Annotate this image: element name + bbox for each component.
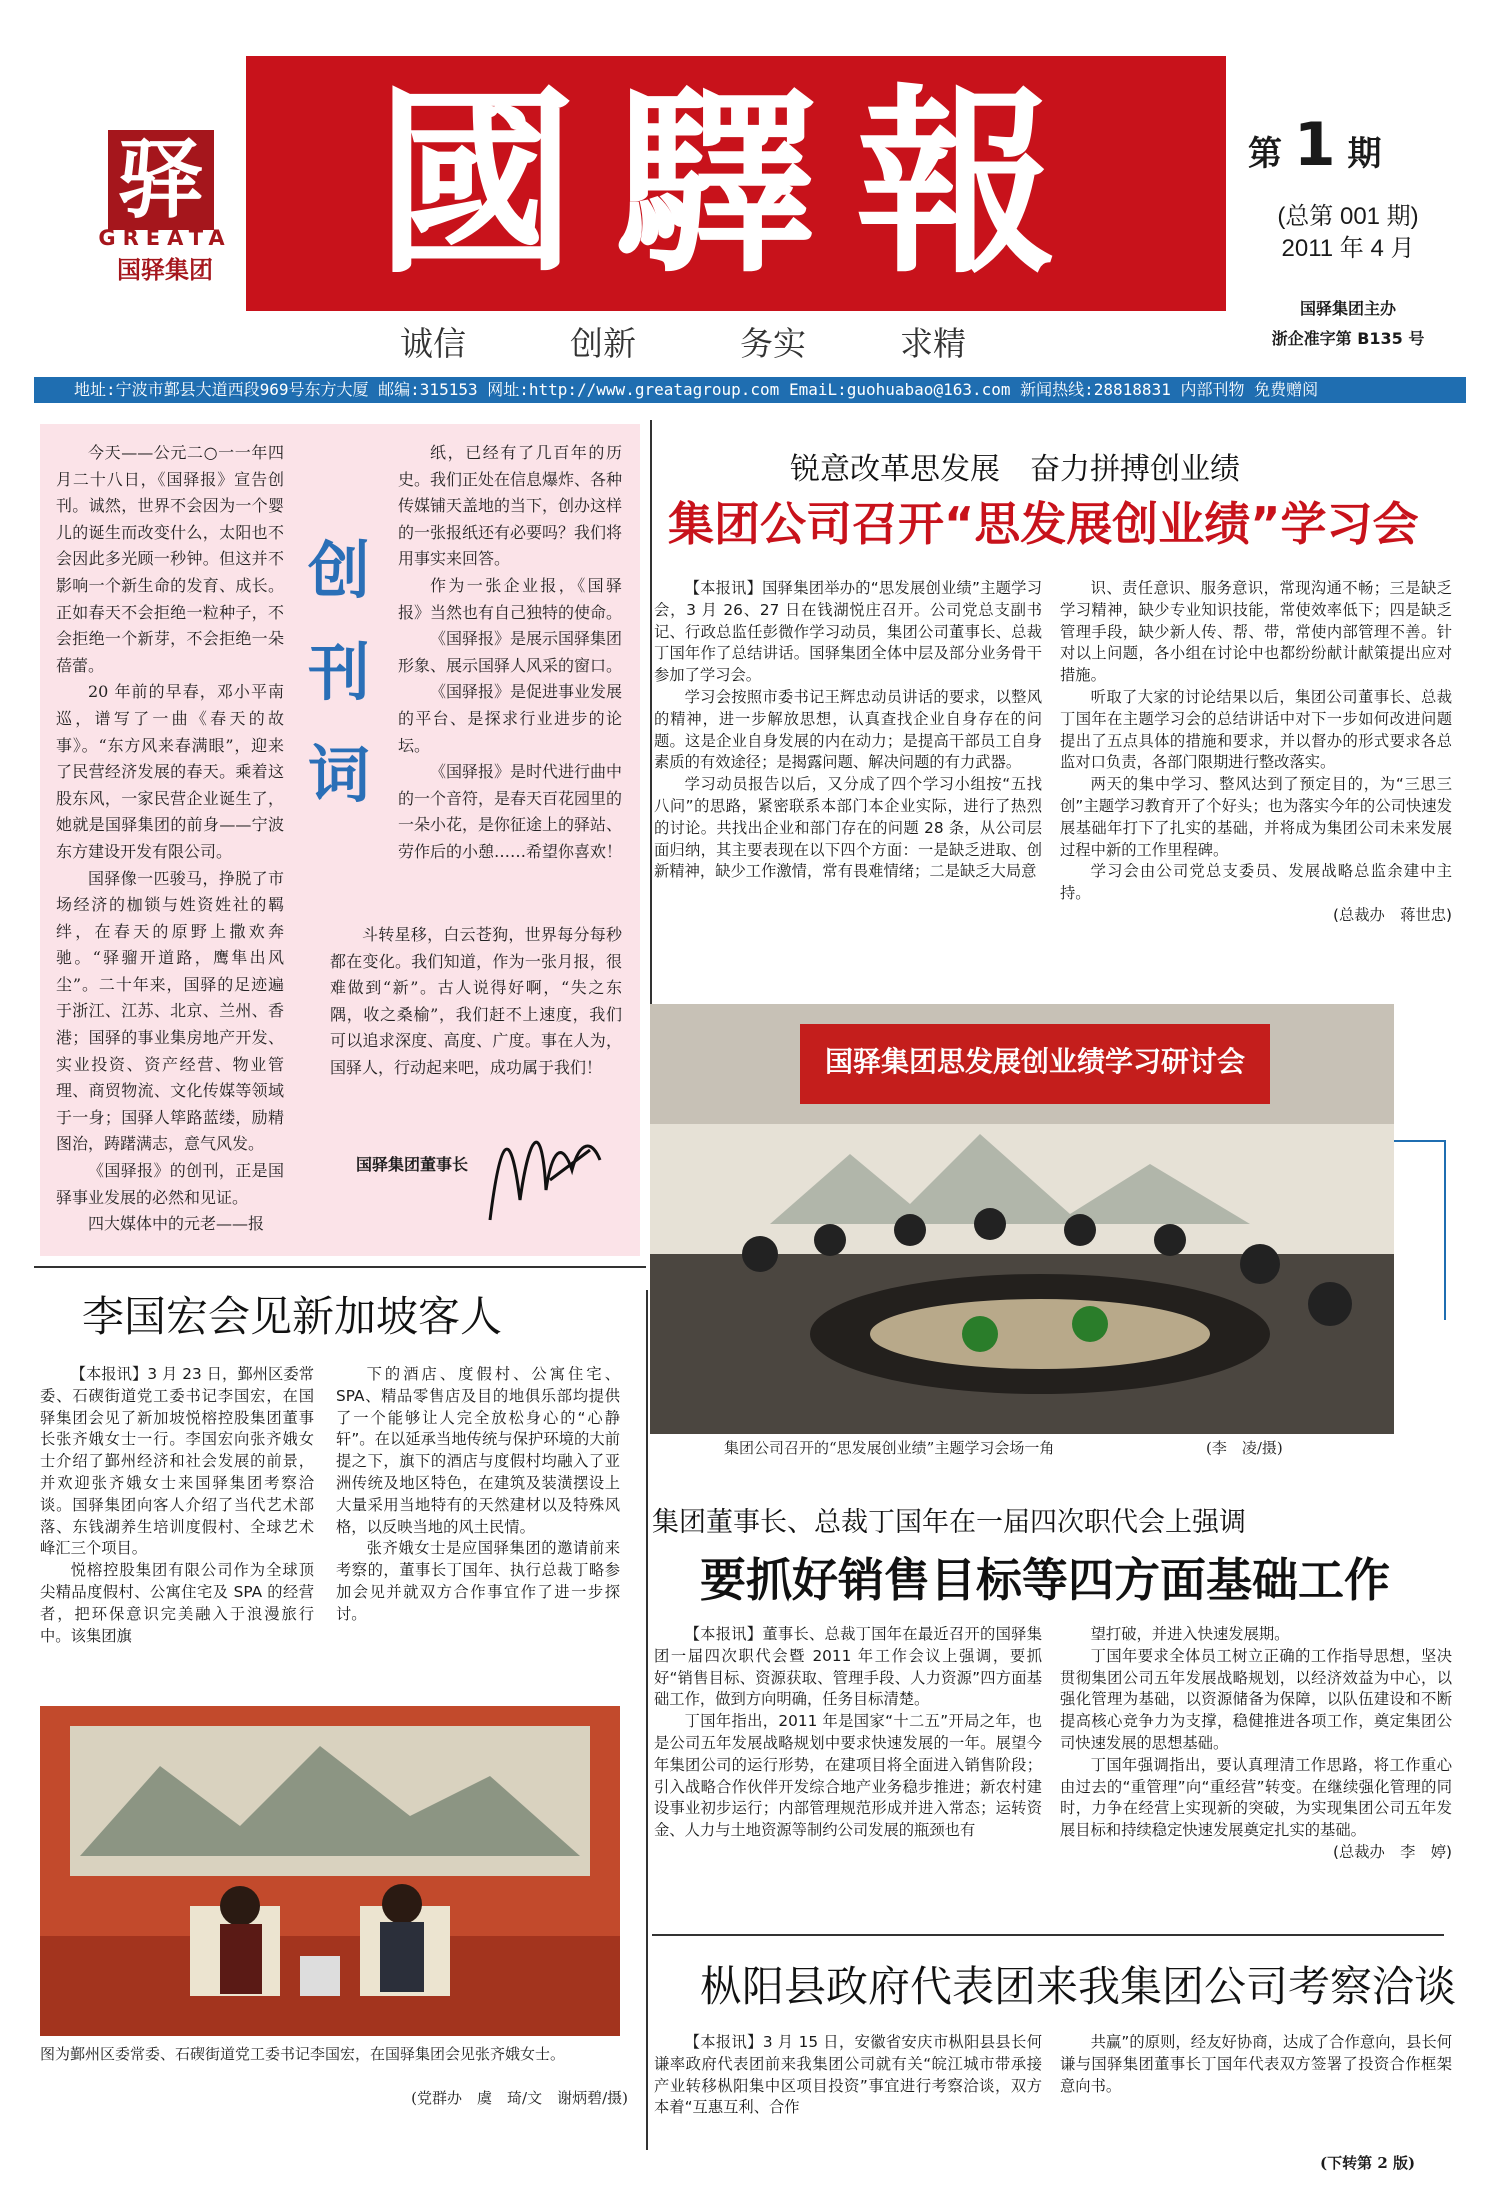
- permit-number: 浙企准字第 B135 号: [1271, 329, 1425, 348]
- article-paragraph: 悦榕控股集团有限公司作为全球顶尖精品度假村、公寓住宅及 SPA 的经营者，把环保意识完美融入于浪漫旅行中。该集团旗: [40, 1561, 314, 1645]
- editorial-paragraph: 四大媒体中的元老——报: [88, 1214, 265, 1234]
- photo-banner-text: 国驿集团思发展创业绩学习研讨会: [824, 1045, 1245, 1078]
- article-paragraph: 张齐娥女士是应国驿集团的邀请前来考察的，董事长丁国年、执行总裁丁略参加会见并就双方合作事宜作了进一步探讨。: [336, 1539, 620, 1623]
- article4-column-1: [654, 2032, 1042, 2119]
- article3-byline: (总裁办 李 婷): [1332, 1842, 1452, 1861]
- article1-byline: (总裁办 蒋世忠): [1332, 905, 1452, 924]
- article3-column-1: [654, 1624, 1042, 1842]
- visit-photo-credit: (党群办 虞 琦/文 谢炳碧/摄): [411, 2089, 628, 2107]
- visit-photo-caption: 图为鄞州区委常委、石碶街道党工委书记李国宏，在国驿集团会见张齐娥女士。: [40, 2045, 566, 2063]
- article-paragraph: 丁国年强调指出，要认真理清工作思路，将工作重心由过去的“重管理”向“重经营”转变。在继续强化管理的同时，力争在经营上实现新的突破，为实现集团公司五年发展目标和持续稳定快速发展奠定扎实的基础。: [1060, 1755, 1452, 1840]
- article2-headline: 李国宏会见新加坡客人: [82, 1292, 503, 1341]
- article-paragraph: 两天的集中学习、整风达到了预定目的，为“三思三创”主题学习教育开了个好头；也为落实今年的公司快速发展基础年打下了扎实的基础，并将成为集团公司未来发展过程中新的工作里程碑。: [1060, 775, 1452, 859]
- article-paragraph: 丁国年指出，2011 年是国家“十二五”开局之年，也是公司五年发展战略规划中要求快速发展的一年。展望今年集团公司的运行形势，在建项目将全面进入销售阶段；引入战略合作伙伴开发综合地产业务稳步推进；新农村建设事业初步运行；内部管理规范形成并进入常态；运转资金、人力与土地资源等制约公司发展的瓶颈也有: [654, 1712, 1042, 1840]
- article-paragraph: 望打破，并进入快速发展期。: [1090, 1625, 1290, 1643]
- editorial-paragraph: 作为一张企业报，《国驿报》当然也有自己独特的使命。: [398, 575, 623, 622]
- meeting-photo-credit: (李 凌/摄): [1206, 1439, 1283, 1457]
- article-paragraph: 下的酒店、度假村、公寓住宅、SPA、精品零售店及目的地俱乐部均提供了一个能够让人完全放松身心的“心静轩”。在以延承当地传统与保护环境的大前提之下，旗下的酒店与度假村均融入了亚洲传统及地区特色，在建筑及装潢摆设上大量采用当地特有的天然建材以及特殊风格，以反映当地的风土民情。: [336, 1365, 620, 1536]
- issue-suffix: 期: [1347, 134, 1382, 174]
- motto-item: 务实: [740, 324, 806, 363]
- meeting-photo-caption: 集团公司召开的“思发展创业绩”主题学习会场一角: [724, 1439, 1055, 1457]
- article3-kicker: 集团董事长、总裁丁国年在一届四次职代会上强调: [652, 1507, 1246, 1538]
- editorial-paragraph: 《国驿报》是时代进行曲中的一个音符，是春天百花园里的一朵小花，是你征途上的驿站、劳作后的小憩……希望你喜欢！: [398, 762, 623, 861]
- logo-english: GREATA: [98, 226, 232, 250]
- editorial-column-2-top: [398, 440, 622, 866]
- logo-mark: 驿: [108, 130, 214, 230]
- editorial-paragraph: 《国驿报》是展示国驿集团形象、展示国驿人风采的窗口。: [398, 629, 623, 675]
- issue-num: 1: [1293, 110, 1336, 180]
- editorial-paragraph: 纸，已经有了几百年的历史。我们正处在信息爆炸、各种传媒铺天盖地的当下，创办这样的一张报纸还有必要吗？我们将用事实来回答。: [398, 443, 623, 569]
- editorial-paragraph: 斗转星移，白云苍狗，世界每分每秒都在变化。我们知道，作为一张月报，很难做到“新”。古人说得好啊，“失之东隅，收之桑榆”，我们赶不上速度，我们可以追求深度、高度、广度。事在人为，国驿人，行动起来吧，成功属于我们！: [330, 925, 622, 1077]
- logo-chinese: 国驿集团: [117, 256, 213, 284]
- editorial-signature-title: 国驿集团董事长: [356, 1155, 469, 1174]
- article-paragraph: 【本报讯】3 月 15 日，安徽省安庆市枞阳县县长何谦率政府代表团前来我集团公司就有关“皖江城市带承接产业转移枞阳集中区项目投资”事宜进行考察洽谈，双方本着“互惠互利、合作: [654, 2033, 1042, 2117]
- editorial-column-2-bottom: [330, 922, 622, 1082]
- contact-info-bar: 地址:宁波市鄞县大道西段969号东方大厦 邮编:315153 网址:http://www.greatagroup.com EmaiL:guohuabao@163.com 新闻热线:28818831 内部刊物 免费赠阅: [34, 377, 1466, 403]
- editorial-title: 创刊词: [307, 534, 370, 811]
- article-paragraph: 听取了大家的讨论结果以后，集团公司董事长、总裁丁国年在主题学习会的总结讲话中对下一步如何改进问题提出了五点具体的措施和要求，并以督办的形式要求各总监对口负责，各部门限期进行整改落实。: [1060, 687, 1452, 772]
- issue-prefix: 第: [1248, 134, 1282, 174]
- editorial-paragraph: 20 年前的早春，邓小平南巡，谱写了一曲《春天的故事》。“东方风来春满眼”，迎来了民营经济发展的春天。乘着这股东风，一家民营企业诞生了，她就是国驿集团的前身——宁波东方建设开发有限公司。: [56, 682, 284, 861]
- newspaper-title: 國驛報: [375, 66, 1096, 301]
- editorial-column-1: [56, 440, 284, 1240]
- article3-column-2: [1060, 1624, 1452, 1864]
- article-paragraph: 丁国年要求全体员工树立正确的工作指导思想，坚决贯彻集团公司五年发展战略规划，以经济效益为中心，以强化管理为基础，以资源储备为保障，以队伍建设和不断提高核心竞争力为支撑，稳健推进各项工作，奠定集团公司快速发展的思想基础。: [1060, 1646, 1452, 1752]
- editorial-paragraph: 《国驿报》是促进事业发展的平台、是探求行业进步的论坛。: [398, 682, 623, 755]
- publisher: 国驿集团主办: [1299, 299, 1396, 318]
- article1-kicker: 锐意改革思发展 奋力拼搏创业绩: [790, 452, 1240, 487]
- editorial-paragraph: 《国驿报》的创刊，正是国驿事业发展的必然和见证。: [56, 1161, 284, 1207]
- article2-column-2: [336, 1364, 620, 1626]
- issue-number: [1248, 110, 1448, 180]
- article-paragraph: 共赢”的原则，经友好协商，达成了合作意向，县长何谦与国驿集团董事长丁国年代表双方签署了投资合作框架意向书。: [1060, 2033, 1452, 2095]
- article-paragraph: 【本报讯】3 月 23 日，鄞州区委常委、石碶街道党工委书记李国宏，在国驿集团会见了新加坡悦榕控股集团董事长张齐娥女士一行。李国宏向张齐娥女士介绍了鄞州经济和社会发展的前景，并欢迎张齐娥女士来国驿集团考察洽谈。国驿集团向客人介绍了当代艺术部落、东钱湖养生培训度假村、全球艺术峰汇三个项目。: [40, 1365, 314, 1558]
- editorial-paragraph: 国驿像一匹骏马，挣脱了市场经济的枷锁与姓资姓社的羁绊，在春天的原野上撒欢奔驰。“驿骝开道路，鹰隼出风尘”。二十年来，国驿的足迹遍于浙江、江苏、北京、兰州、香港；国驿的事业集房地产开发、实业投资、资产经营、物业管理、商贸物流、文化传媒等领域于一身；国驿人筚路蓝缕，励精图治，踌躇满志，意气风发。: [56, 868, 284, 1154]
- article4-headline: 枞阳县政府代表团来我集团公司考察洽谈: [700, 1962, 1457, 2011]
- issue-date: 2011 年 4 月: [1281, 235, 1415, 262]
- motto-item: 诚信: [400, 324, 466, 363]
- visit-photo: [40, 1706, 620, 2036]
- article4-column-2: [1060, 2032, 1452, 2097]
- issue-total: (总第 001 期): [1277, 203, 1419, 230]
- continued-note: (下转第 2 版): [1320, 2154, 1416, 2172]
- section-rule: [34, 1266, 646, 1268]
- article1-column-2: [1060, 578, 1452, 927]
- visit-photo-image: [40, 1706, 620, 2036]
- meeting-photo: [650, 1004, 1394, 1434]
- article-paragraph: 识、责任意识、服务意识，常现沟通不畅；三是缺乏学习精神，缺少专业知识技能，常使效率低下；四是缺乏管理手段，缺少新人传、帮、带，常使内部管理不善。针对以上问题，各小组在讨论中也都纷纷献计献策提出应对措施。: [1060, 579, 1452, 685]
- motto-item: 创新: [570, 324, 636, 363]
- editorial-paragraph: 今天——公元二○一一年四月二十八日，《国驿报》宣告创刊。诚然，世界不会因为一个婴儿的诞生而改变什么，太阳也不会因此多光顾一秒钟。但这并不影响一个新生命的发育、成长。正如春天不会拒绝一粒种子，不会拒绝一个新芽，不会拒绝一朵蓓蕾。: [56, 443, 284, 675]
- signature-mark: [480, 1100, 610, 1240]
- section-rule: [652, 1934, 1444, 1936]
- photo-frame-side: [1444, 1140, 1446, 1320]
- motto-item: 求精: [900, 324, 966, 363]
- article-paragraph: 【本报讯】董事长、总裁丁国年在最近召开的国驿集团一届四次职代会暨 2011 年工作会议上强调，要抓好“销售目标、资源获取、管理手段、人力资源”四方面基础工作，做到方向明确，任务目标清楚。: [654, 1625, 1042, 1709]
- article1-headline: 集团公司召开“思发展创业绩”学习会: [668, 497, 1419, 551]
- motto: [400, 318, 1020, 362]
- article1-column-1: [654, 578, 1042, 883]
- article2-column-1: [40, 1364, 314, 1647]
- article-paragraph: 学习动员报告以后，又分成了四个学习小组按“五找八问”的思路，紧密联系本部门本企业实际，进行了热烈的讨论。共找出企业和部门存在的问题 28 条，从公司层面归纳，其主要表现在以下四个方面：一是缺乏进取、创新精神，缺少工作激情，常有畏难情绪；二是缺乏大局意: [654, 775, 1042, 881]
- article-paragraph: 学习会由公司党总支委员、发展战略总监余建中主持。: [1060, 862, 1452, 903]
- photo-frame-top: [1394, 1140, 1446, 1142]
- column-divider: [646, 1290, 648, 2150]
- article3-headline: 要抓好销售目标等四方面基础工作: [700, 1553, 1390, 1607]
- article-paragraph: 【本报讯】国驿集团举办的“思发展创业绩”主题学习会，3 月 26、27 日在钱湖悦庄召开。公司党总支副书记、行政总监任彭微作学习动员，集团公司董事长、总裁丁国年作了总结讲话。国驿集团全体中层及部分业务骨干参加了学习会。: [654, 579, 1042, 685]
- article-paragraph: 学习会按照市委书记王辉忠动员讲话的要求，以整风的精神，进一步解放思想，认真查找企业自身存在的问题。这是企业自身发展的内在动力；是提高干部员工自身素质的有效途径；是揭露问题、解决问题的有力武器。: [654, 687, 1042, 772]
